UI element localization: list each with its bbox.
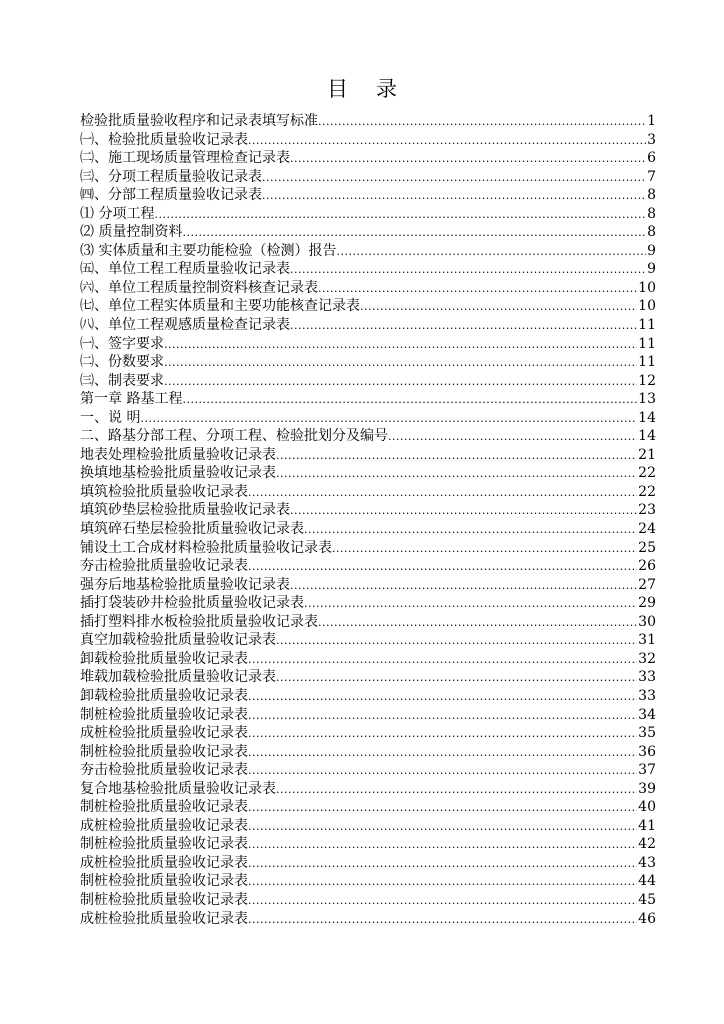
toc-entry[interactable] bbox=[80, 427, 656, 446]
toc-entry-page-number: 8 bbox=[647, 205, 656, 222]
toc-dot-leader bbox=[248, 744, 637, 763]
toc-dot-leader bbox=[248, 818, 637, 837]
toc-entry-page-number: 14 bbox=[638, 428, 656, 445]
toc-entry-page-number: 42 bbox=[638, 836, 656, 853]
toc-entry-page-number: 41 bbox=[638, 817, 656, 834]
toc-entry-label: ⑵ 质量控制资料 bbox=[80, 224, 183, 241]
toc-dot-leader bbox=[164, 354, 637, 373]
toc-entry[interactable] bbox=[80, 631, 656, 650]
toc-entry[interactable] bbox=[80, 613, 656, 632]
toc-entry-page-number: 34 bbox=[638, 706, 656, 723]
toc-dot-leader bbox=[290, 577, 637, 596]
toc-entry-label: 成桩检验批质量验收记录表 bbox=[80, 854, 248, 871]
toc-entry[interactable] bbox=[80, 112, 656, 131]
toc-entry-label: 夯击检验批质量验收记录表 bbox=[80, 762, 248, 779]
toc-dot-leader bbox=[164, 373, 637, 392]
toc-entry[interactable] bbox=[80, 205, 656, 224]
toc-entry-label: 制桩检验批质量验收记录表 bbox=[80, 891, 248, 908]
toc-entry[interactable] bbox=[80, 761, 656, 780]
toc-entry[interactable] bbox=[80, 186, 656, 205]
toc-entry-label: 插打袋装砂井检验批质量验收记录表 bbox=[80, 595, 304, 612]
toc-entry-page-number: 6 bbox=[647, 150, 656, 167]
toc-entry[interactable] bbox=[80, 854, 656, 873]
toc-dot-leader bbox=[248, 762, 637, 781]
toc-dot-leader bbox=[248, 132, 646, 151]
toc-entry-label: ㈧、单位工程观感质量检查记录表 bbox=[80, 317, 290, 334]
toc-entry-page-number: 29 bbox=[638, 595, 656, 612]
toc-dot-leader bbox=[140, 410, 637, 429]
toc-entry[interactable] bbox=[80, 798, 656, 817]
toc-entry-label: 制桩检验批质量验收记录表 bbox=[80, 836, 248, 853]
toc-entry-label: 制桩检验批质量验收记录表 bbox=[80, 743, 248, 760]
toc-dot-leader bbox=[248, 892, 637, 911]
toc-entry-label: ㈢、分项工程质量验收记录表 bbox=[80, 168, 262, 185]
toc-entry-label: 填筑碎石垫层检验批质量验收记录表 bbox=[80, 521, 304, 538]
toc-entry-page-number: 10 bbox=[638, 298, 656, 315]
toc-entry[interactable] bbox=[80, 687, 656, 706]
toc-entry-label: 真空加载检验批质量验收记录表 bbox=[80, 632, 276, 649]
toc-entry-label: 复合地基检验批质量验收记录表 bbox=[80, 780, 276, 797]
toc-entry[interactable] bbox=[80, 706, 656, 725]
toc-dot-leader bbox=[290, 502, 637, 521]
toc-entry[interactable] bbox=[80, 242, 656, 261]
toc-entry-page-number: 26 bbox=[638, 558, 656, 575]
toc-dot-leader bbox=[290, 261, 646, 280]
toc-dot-leader bbox=[182, 224, 646, 243]
toc-entry[interactable] bbox=[80, 501, 656, 520]
toc-entry[interactable] bbox=[80, 409, 656, 428]
toc-entry-page-number: 37 bbox=[638, 762, 656, 779]
toc-entry-page-number: 43 bbox=[638, 854, 656, 871]
toc-entry-label: 卸载检验批质量验收记录表 bbox=[80, 650, 248, 667]
toc-entry-label: 成桩检验批质量验收记录表 bbox=[80, 910, 248, 927]
toc-dot-leader bbox=[248, 651, 637, 670]
toc-dot-leader bbox=[336, 243, 646, 262]
toc-entry-label: 卸载检验批质量验收记录表 bbox=[80, 687, 248, 704]
toc-entry-page-number: 11 bbox=[638, 354, 656, 371]
toc-entry-label: 夯击检验批质量验收记录表 bbox=[80, 558, 248, 575]
toc-entry-page-number: 3 bbox=[647, 131, 656, 148]
toc-entry[interactable] bbox=[80, 335, 656, 354]
toc-entry-page-number: 7 bbox=[647, 168, 656, 185]
toc-entry-page-number: 36 bbox=[638, 743, 656, 760]
toc-dot-leader bbox=[248, 873, 637, 892]
toc-entry[interactable] bbox=[80, 297, 656, 316]
toc-entry-label: 填筑检验批质量验收记录表 bbox=[80, 483, 248, 500]
toc-entry[interactable] bbox=[80, 891, 656, 910]
toc-entry[interactable] bbox=[80, 372, 656, 391]
toc-entry-page-number: 11 bbox=[638, 317, 656, 334]
toc-entry-label: 制桩检验批质量验收记录表 bbox=[80, 706, 248, 723]
toc-dot-leader bbox=[276, 669, 637, 688]
toc-entry-page-number: 14 bbox=[638, 409, 656, 426]
toc-entry[interactable] bbox=[80, 520, 656, 539]
toc-entry[interactable] bbox=[80, 483, 656, 502]
toc-entry[interactable] bbox=[80, 223, 656, 242]
table-of-contents bbox=[80, 112, 656, 928]
toc-entry[interactable] bbox=[80, 668, 656, 687]
toc-entry-page-number: 32 bbox=[638, 650, 656, 667]
toc-entry[interactable] bbox=[80, 131, 656, 150]
toc-dot-leader bbox=[332, 540, 637, 559]
toc-entry-label: ㈡、施工现场质量管理检查记录表 bbox=[80, 150, 290, 167]
toc-dot-leader bbox=[290, 150, 646, 169]
toc-entry-page-number: 46 bbox=[638, 910, 656, 927]
toc-entry-page-number: 24 bbox=[638, 521, 656, 538]
toc-entry[interactable] bbox=[80, 743, 656, 762]
toc-entry[interactable] bbox=[80, 464, 656, 483]
toc-entry-label: ㈤、单位工程工程质量验收记录表 bbox=[80, 261, 290, 278]
toc-entry-page-number: 8 bbox=[647, 224, 656, 241]
toc-entry-page-number: 45 bbox=[638, 891, 656, 908]
toc-entry-page-number: 13 bbox=[638, 391, 656, 408]
toc-entry-page-number: 40 bbox=[638, 799, 656, 816]
toc-dot-leader bbox=[248, 688, 637, 707]
toc-entry[interactable] bbox=[80, 557, 656, 576]
toc-entry-page-number: 35 bbox=[638, 725, 656, 742]
toc-dot-leader bbox=[318, 113, 646, 132]
toc-entry[interactable] bbox=[80, 168, 656, 187]
toc-entry-label: 二、路基分部工程、分项工程、检验批划分及编号 bbox=[80, 428, 388, 445]
toc-dot-leader bbox=[248, 484, 637, 503]
toc-dot-leader bbox=[248, 707, 637, 726]
toc-entry-label: 第一章 路基工程 bbox=[80, 391, 183, 408]
toc-entry-label: 成桩检验批质量验收记录表 bbox=[80, 817, 248, 834]
toc-dot-leader bbox=[248, 558, 637, 577]
toc-entry-page-number: 11 bbox=[638, 335, 656, 352]
toc-entry-label: 插打塑料排水板检验批质量验收记录表 bbox=[80, 613, 318, 630]
toc-entry[interactable] bbox=[80, 149, 656, 168]
toc-dot-leader bbox=[248, 799, 637, 818]
toc-dot-leader bbox=[262, 169, 646, 188]
toc-entry-page-number: 22 bbox=[638, 483, 656, 500]
toc-entry[interactable] bbox=[80, 446, 656, 465]
toc-entry-label: 地表处理检验批质量验收记录表 bbox=[80, 446, 276, 463]
toc-entry-page-number: 39 bbox=[638, 780, 656, 797]
toc-dot-leader bbox=[318, 614, 637, 633]
toc-entry-label: ㈠、检验批质量验收记录表 bbox=[80, 131, 248, 148]
toc-entry[interactable] bbox=[80, 353, 656, 372]
toc-entry-label: ㈣、分部工程质量验收记录表 bbox=[80, 187, 262, 204]
toc-entry-page-number: 31 bbox=[638, 632, 656, 649]
toc-entry[interactable] bbox=[80, 724, 656, 743]
toc-entry-label: 检验批质量验收程序和记录表填写标准 bbox=[80, 113, 318, 129]
toc-entry-label: ㈢、制表要求 bbox=[80, 372, 164, 389]
toc-entry[interactable] bbox=[80, 594, 656, 613]
toc-entry-label: ㈠、签字要求 bbox=[80, 335, 164, 352]
toc-entry[interactable] bbox=[80, 279, 656, 298]
toc-dot-leader bbox=[360, 298, 637, 317]
toc-entry-page-number: 33 bbox=[638, 687, 656, 704]
toc-dot-leader bbox=[290, 317, 637, 336]
toc-dot-leader bbox=[276, 447, 637, 466]
toc-dot-leader bbox=[182, 391, 637, 410]
toc-entry-page-number: 23 bbox=[638, 502, 656, 519]
toc-dot-leader bbox=[276, 632, 637, 651]
toc-entry-page-number: 44 bbox=[638, 873, 656, 890]
toc-entry-label: 填筑砂垫层检验批质量验收记录表 bbox=[80, 502, 290, 519]
toc-entry-label: ㈦、单位工程实体质量和主要功能核查记录表 bbox=[80, 298, 360, 315]
toc-entry[interactable] bbox=[80, 780, 656, 799]
toc-entry[interactable] bbox=[80, 872, 656, 891]
toc-entry[interactable] bbox=[80, 650, 656, 669]
toc-entry-label: 制桩检验批质量验收记录表 bbox=[80, 799, 248, 816]
toc-dot-leader bbox=[388, 428, 637, 447]
toc-entry-label: 一、说 明 bbox=[80, 409, 141, 426]
toc-entry[interactable] bbox=[80, 835, 656, 854]
toc-dot-leader bbox=[248, 725, 637, 744]
toc-entry-page-number: 9 bbox=[647, 242, 656, 259]
toc-dot-leader bbox=[248, 911, 637, 930]
page-title: 目录 bbox=[327, 77, 425, 101]
toc-entry-label: ⑶ 实体质量和主要功能检验（检测）报告 bbox=[80, 242, 337, 259]
toc-dot-leader bbox=[248, 836, 637, 855]
toc-dot-leader bbox=[248, 855, 637, 874]
toc-entry[interactable] bbox=[80, 316, 656, 335]
toc-entry-label: 强夯后地基检验批质量验收记录表 bbox=[80, 576, 290, 593]
toc-dot-leader bbox=[318, 280, 637, 299]
toc-dot-leader bbox=[276, 781, 637, 800]
toc-entry-page-number: 30 bbox=[638, 613, 656, 630]
toc-entry-page-number: 8 bbox=[647, 187, 656, 204]
toc-entry-page-number: 33 bbox=[638, 669, 656, 686]
toc-entry-page-number: 12 bbox=[638, 372, 656, 389]
toc-entry-page-number: 21 bbox=[638, 446, 656, 463]
toc-dot-leader bbox=[304, 595, 637, 614]
toc-entry-label: 成桩检验批质量验收记录表 bbox=[80, 725, 248, 742]
toc-entry-page-number: 10 bbox=[638, 279, 656, 296]
toc-entry-page-number: 25 bbox=[638, 539, 656, 556]
toc-entry[interactable] bbox=[80, 817, 656, 836]
toc-entry-page-number: 27 bbox=[638, 576, 656, 593]
toc-dot-leader bbox=[164, 336, 637, 355]
toc-entry-label: 换填地基检验批质量验收记录表 bbox=[80, 465, 276, 482]
toc-entry-label: ㈥、单位工程质量控制资料核查记录表 bbox=[80, 279, 318, 296]
toc-entry[interactable] bbox=[80, 390, 656, 409]
toc-dot-leader bbox=[262, 187, 646, 206]
toc-dot-leader bbox=[304, 521, 637, 540]
toc-entry-page-number: 9 bbox=[647, 261, 656, 278]
toc-entry-label: 制桩检验批质量验收记录表 bbox=[80, 873, 248, 890]
toc-entry-page-number: 1 bbox=[647, 113, 656, 129]
toc-entry-label: ㈡、份数要求 bbox=[80, 354, 164, 371]
toc-entry[interactable] bbox=[80, 539, 656, 558]
toc-entry[interactable] bbox=[80, 910, 656, 929]
toc-entry[interactable] bbox=[80, 576, 656, 595]
toc-entry[interactable] bbox=[80, 260, 656, 279]
toc-entry-label: 堆载加载检验批质量验收记录表 bbox=[80, 669, 276, 686]
toc-dot-leader bbox=[276, 465, 637, 484]
toc-entry-page-number: 22 bbox=[638, 465, 656, 482]
toc-entry-label: 铺设土工合成材料检验批质量验收记录表 bbox=[80, 539, 332, 556]
toc-entry-label: ⑴ 分项工程 bbox=[80, 205, 155, 222]
toc-dot-leader bbox=[154, 206, 646, 225]
